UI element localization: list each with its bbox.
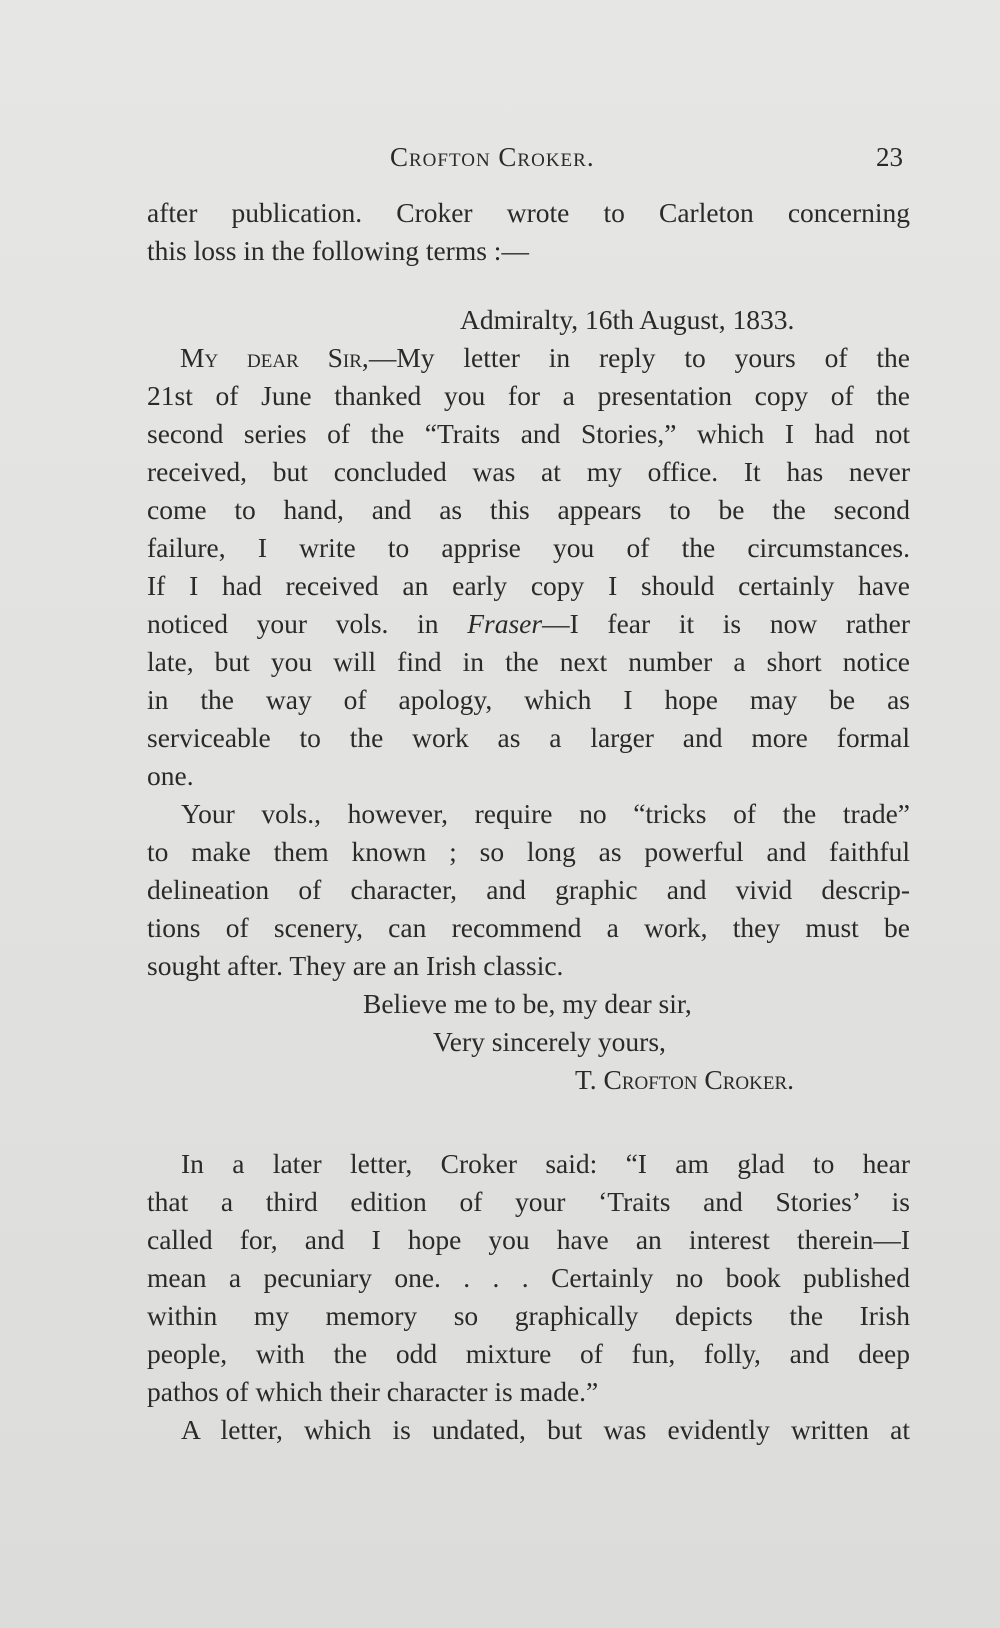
body-line: after publication. Croker wrote to Carleton concerning bbox=[147, 197, 910, 228]
body-line: to make them known ; so long as powerful and faithful bbox=[147, 836, 910, 867]
body-line: delineation of character, and graphic and vivid descrip- bbox=[147, 874, 910, 905]
body-line: come to hand, and as this appears to be the second bbox=[147, 494, 910, 525]
running-title: Crofton Croker. bbox=[390, 142, 595, 172]
body-line: that a third edition of your ‘Traits and Stories’ is bbox=[147, 1186, 910, 1217]
line-text: —My letter in reply to yours of the bbox=[368, 342, 910, 373]
body-line: 21st of June thanked you for a presentation copy of the bbox=[147, 380, 910, 411]
body-line: in the way of apology, which I hope may be as bbox=[147, 684, 910, 715]
letter-signature: T. Crofton Croker. bbox=[575, 1064, 795, 1095]
body-line: tions of scenery, can recommend a work, they must be bbox=[147, 912, 910, 943]
body-line: one. bbox=[147, 760, 194, 791]
body-line: people, with the odd mixture of fun, folly, and deep bbox=[147, 1338, 910, 1369]
letter-salutation: My dear Sir, bbox=[180, 342, 369, 373]
body-line: received, but concluded was at my office. It has never bbox=[147, 456, 910, 487]
body-line: mean a pecuniary one. . . . Certainly no book published bbox=[147, 1262, 910, 1293]
body-line: second series of the “Traits and Stories,” which I had not bbox=[147, 418, 910, 449]
line-text: —I fear it is now rather bbox=[542, 608, 910, 639]
body-line: A letter, which is undated, but was evidently written at bbox=[181, 1414, 910, 1445]
body-line: serviceable to the work as a larger and more formal bbox=[147, 722, 910, 753]
line-text: noticed your vols. in bbox=[147, 608, 468, 639]
body-line bbox=[147, 607, 910, 641]
body-line bbox=[147, 341, 910, 375]
body-line: If I had received an early copy I should certainly have bbox=[147, 570, 910, 601]
body-line: late, but you will find in the next number a short notice bbox=[147, 646, 910, 677]
periodical-title: Fraser bbox=[467, 608, 543, 639]
body-line: this loss in the following terms :— bbox=[147, 235, 529, 266]
body-line: failure, I write to apprise you of the circumstances. bbox=[147, 532, 910, 563]
body-line: within my memory so graphically depicts the Irish bbox=[147, 1300, 910, 1331]
letter-closing: Believe me to be, my dear sir, bbox=[363, 988, 692, 1019]
body-line: pathos of which their character is made.” bbox=[147, 1376, 599, 1407]
body-line: sought after. They are an Irish classic. bbox=[147, 950, 564, 981]
page-number: 23 bbox=[876, 142, 903, 172]
body-line: In a later letter, Croker said: “I am glad to hear bbox=[181, 1148, 910, 1179]
letter-dateline: Admiralty, 16th August, 1833. bbox=[460, 304, 795, 335]
letter-closing: Very sincerely yours, bbox=[433, 1026, 666, 1057]
body-line: called for, and I hope you have an interest therein—I bbox=[147, 1224, 910, 1255]
body-line: Your vols., however, require no “tricks of the trade” bbox=[181, 798, 910, 829]
